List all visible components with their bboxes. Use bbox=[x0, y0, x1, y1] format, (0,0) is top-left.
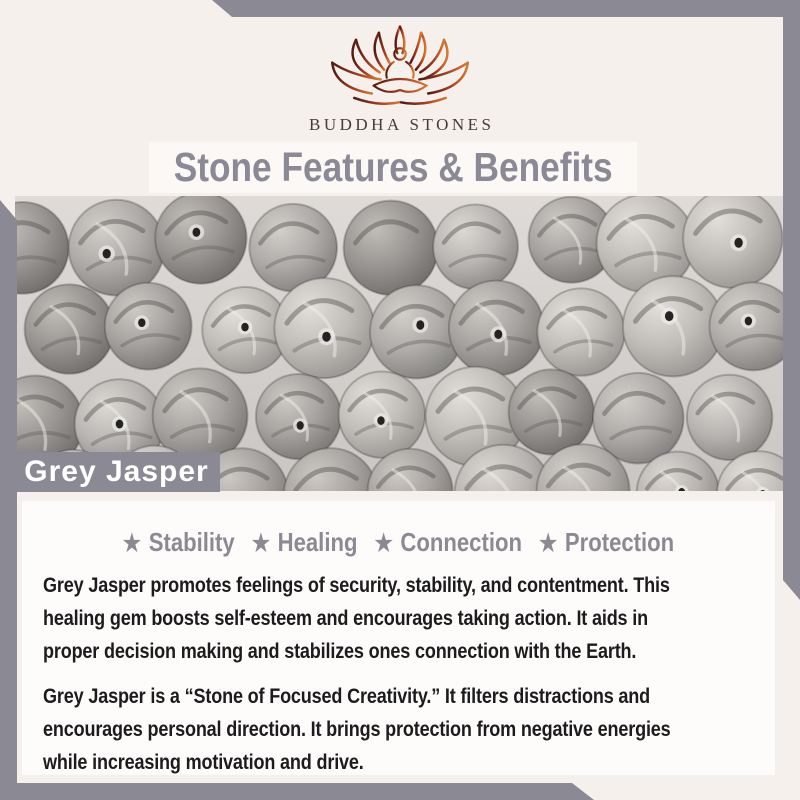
benefits-paragraph-2 bbox=[43, 680, 775, 779]
paragraph-line: healing gem boosts self-esteem and encourages taking action. It aids in bbox=[43, 607, 648, 630]
paragraph-line: proper decision making and stabilizes ones connection with the Earth. bbox=[43, 640, 637, 663]
section-title-bar bbox=[149, 142, 637, 193]
grey-jasper-beads-image bbox=[15, 196, 783, 491]
star-icon: ★ bbox=[374, 530, 393, 557]
paragraph-line: while increasing motivation and drive. bbox=[43, 751, 364, 774]
features-line bbox=[78, 527, 718, 557]
stone-name-label: Grey Jasper bbox=[13, 452, 220, 492]
star-icon: ★ bbox=[538, 530, 558, 557]
paragraph-line: Grey Jasper is a “Stone of Focused Creativity.” It filters distractions and bbox=[43, 685, 651, 708]
lotus-meditation-icon bbox=[327, 24, 473, 112]
star-icon: ★ bbox=[251, 530, 270, 557]
frame-top-band bbox=[212, 0, 800, 17]
feature-label: Protection bbox=[564, 527, 675, 557]
section-title: Stone Features & Benefits bbox=[173, 144, 613, 190]
benefits-panel bbox=[22, 501, 775, 775]
brand-wordmark: BUDDHA STONES bbox=[309, 115, 495, 134]
frame-left-band bbox=[0, 200, 17, 800]
benefits-paragraph-1 bbox=[43, 569, 775, 668]
brand-header bbox=[0, 24, 800, 135]
frame-right-band bbox=[783, 0, 800, 600]
feature-label: Stability bbox=[148, 527, 235, 557]
paragraph-line: Grey Jasper promotes feelings of security, stability, and contentment. This bbox=[43, 574, 670, 597]
frame-bottom-band bbox=[0, 783, 600, 800]
feature-label: Connection bbox=[400, 527, 522, 557]
feature-label: Healing bbox=[277, 527, 358, 557]
star-icon: ★ bbox=[122, 530, 142, 557]
paragraph-line: encourages personal direction. It brings protection from negative energies bbox=[43, 718, 671, 741]
product-photo bbox=[15, 196, 783, 491]
